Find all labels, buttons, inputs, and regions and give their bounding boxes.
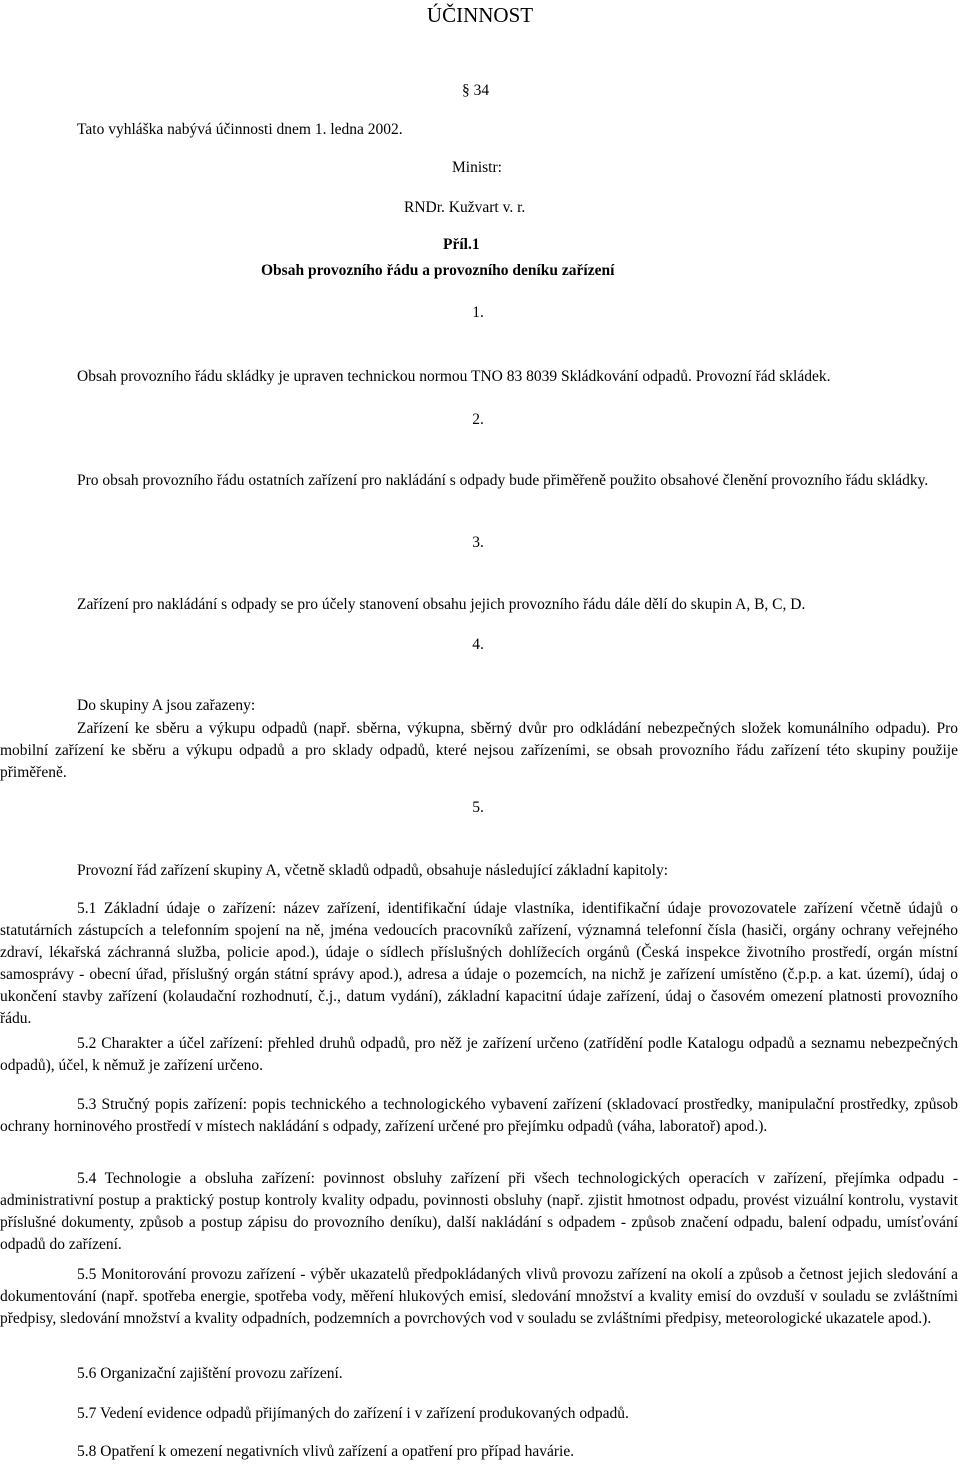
point-number: 5. <box>472 799 484 816</box>
chapter-paragraph: 5.4 Technologie a obsluha zařízení: povinnost obsluhy zařízení při všech technologických operacích v zařízení, přejímka odpadu - administrativní postup a praktický postup kontroly kvality odpadu, povinnosti obsluhy (např. zjistit hmotnost odpadu, provést vizuální kontrolu, vystavit příslušné dokumenty, způsob a postup zápisu do provozního deníku), další nakládání s odpadem - způsob značení odpadu, balení odpadu, umísťování odpadů do zařízení. <box>0 1170 958 1253</box>
point-text: Obsah provozního řádu skládky je upraven technickou normou TNO 83 8039 Skládkování odpadů. Provozní řád skládek. <box>77 368 831 385</box>
point-number: 1. <box>472 304 484 321</box>
chapter-paragraph: 5.8 Opatření k omezení negativních vlivů zařízení a opatření pro případ havárie. <box>77 1443 575 1460</box>
chapter-paragraph: 5.3 Stručný popis zařízení: popis technického a technologického vybavení zařízení (skladovací prostředky, manipulační prostředky, způsob ochrany horninového prostředí v místech nakládání s odpady, zařízení určené pro přejímku odpadů (váha, laboratoř) apod.). <box>0 1096 958 1135</box>
minister-label: Ministr: <box>452 159 502 176</box>
chapter-paragraph: 5.1 Základní údaje o zařízení: název zařízení, identifikační údaje vlastníka, identifikační údaje provozovatele zařízení včetně údajů o statutárních zástupcích a telefonním spojení na ně, jména vedoucích pracovníků zařízení, významná telefonní čísla (hasiči, orgány ochrany veřejného zdraví, lékařská záchranná služba, policie apod.), údaje o sídlech příslušných dohlížecích orgánů (Česká inspekce životního prostředí, orgán místní samosprávy - obecní úřad, příslušný orgán státní správy apod.), adresa a údaje o pozemcích, na nichž je zařízení umístěno (č.p.p. a kat. území), údaj o ukončení stavby zařízení (kolaudační rozhodnutí, č.j., datum vydání), základní kapacitní údaje zařízení, údaj o časovém omezení platnosti provozního řádu. <box>0 900 958 1027</box>
point-number: 3. <box>472 534 484 551</box>
point-text: Pro obsah provozního řádu ostatních zařízení pro nakládání s odpady bude přiměřeně použito obsahové členění provozního řádu skládky. <box>77 472 929 489</box>
chapter-paragraph: 5.6 Organizační zajištění provozu zařízení. <box>77 1365 343 1382</box>
chapter-paragraph: 5.7 Vedení evidence odpadů přijímaných do zařízení i v zařízení produkovaných odpadů. <box>77 1405 629 1422</box>
effective-date-text: Tato vyhláška nabývá účinnosti dnem 1. ledna 2002. <box>77 121 403 138</box>
point-number: 4. <box>472 636 484 653</box>
point-text: Zařízení pro nakládání s odpady se pro účely stanovení obsahu jejich provozního řádu dále dělí do skupin A, B, C, D. <box>77 596 806 613</box>
point-text: Zařízení ke sběru a výkupu odpadů (např. sběrna, výkupna, sběrný dvůr pro odkládání nebezpečných složek komunálního odpadu). Pro mobilní zařízení ke sběru a výkupu odpadů a pro sklady odpadů, které nejsou zařízeními, se obsah provozního řádu zařízení této skupiny použije přiměřeně. <box>0 720 958 781</box>
minister-name: RNDr. Kužvart v. r. <box>404 199 526 216</box>
annex-title: Obsah provozního řádu a provozního deníku zařízení <box>261 262 615 279</box>
annex-label: Příl.1 <box>443 236 480 253</box>
page-heading: ÚČINNOST <box>426 3 534 27</box>
point-text: Provozní řád zařízení skupiny A, včetně skladů odpadů, obsahuje následující základní kapitoly: <box>77 862 668 879</box>
section-mark: § 34 <box>462 82 490 99</box>
chapter-paragraph: 5.2 Charakter a účel zařízení: přehled druhů odpadů, pro něž je zařízení určeno (zatřídění podle Katalogu odpadů a seznamu nebezpečných odpadů), účel, k němuž je zařízení určeno. <box>0 1035 958 1074</box>
point-number: 2. <box>472 411 484 428</box>
point-intro: Do skupiny A jsou zařazeny: <box>77 697 256 714</box>
chapter-paragraph: 5.5 Monitorování provozu zařízení - výběr ukazatelů předpokládaných vlivů provozu zařízení na okolí a způsob a četnost jejich sledování a dokumentování (např. spotřeba energie, spotřeba vody, měření hlukových emisí, sledování množství a kvality emisí do ovzduší v souladu se zvláštními předpisy, sledování množství a kvality odpadních, podzemních a povrchových vod v souladu se zvláštními předpisy, meteorologické ukazatele apod.). <box>0 1266 958 1327</box>
